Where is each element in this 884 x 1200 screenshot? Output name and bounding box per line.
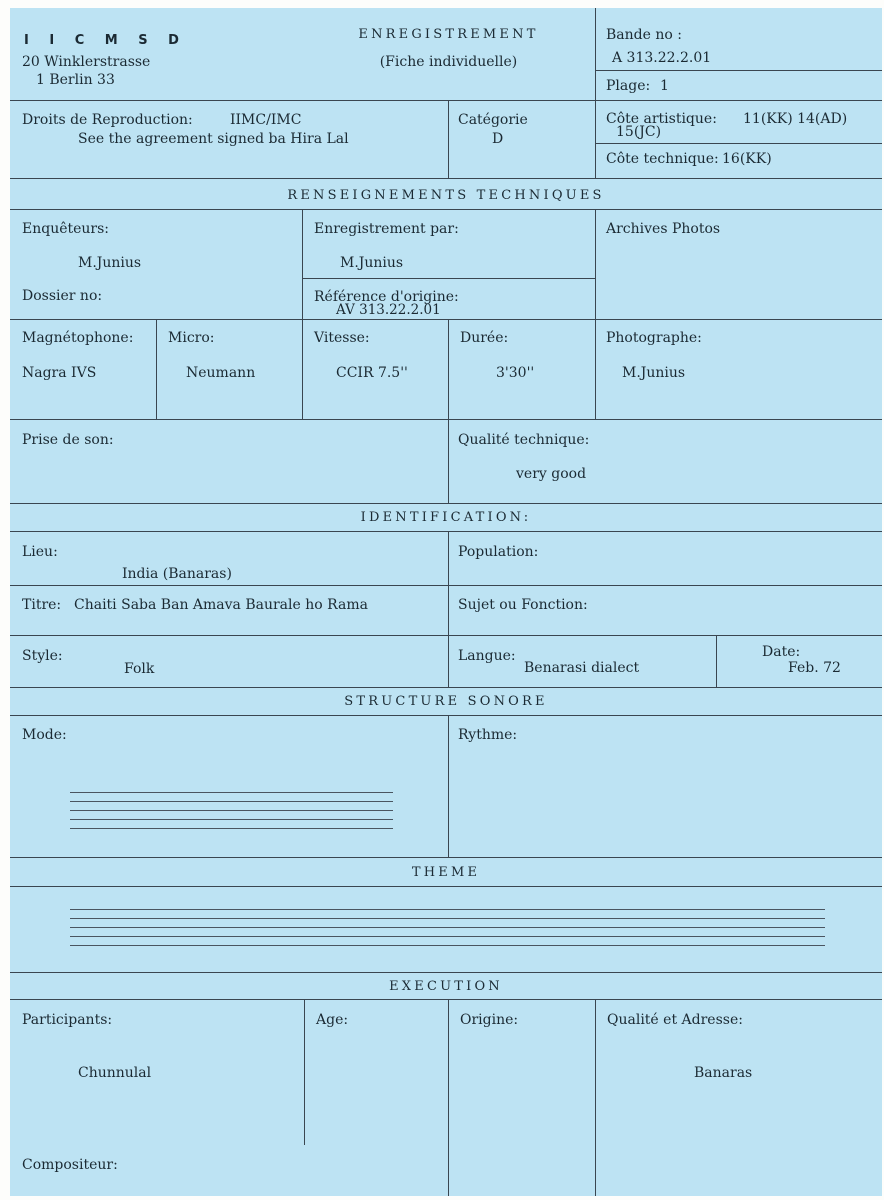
enregistrement-par-label: Enregistrement par:	[314, 221, 459, 237]
mode-staff-line	[70, 801, 393, 802]
bande-label: Bande no :	[606, 27, 682, 43]
divider	[304, 999, 305, 1145]
address-line-2: 1 Berlin 33	[36, 72, 115, 88]
theme-staff-line	[70, 945, 825, 946]
enqueteurs-value: M.Junius	[78, 255, 142, 271]
cote-artistique-value-2: 15(JC)	[616, 124, 662, 140]
date-label: Date:	[762, 644, 801, 660]
mode-staff-line	[70, 819, 393, 820]
micro-value: Neumann	[186, 365, 256, 381]
form-title: ENREGISTREMENT	[358, 27, 539, 42]
categorie-label: Catégorie	[458, 112, 528, 128]
address-line-1: 20 Winklerstrasse	[22, 54, 151, 70]
style-value: Folk	[124, 661, 155, 677]
divider	[448, 531, 449, 687]
mode-staff-line	[70, 792, 393, 793]
cote-technique-label: Côte technique:	[606, 151, 719, 167]
theme-staff-line	[70, 936, 825, 937]
divider	[448, 100, 449, 178]
divider	[302, 278, 595, 279]
participants-label: Participants:	[22, 1012, 113, 1028]
divider	[10, 635, 882, 636]
divider	[10, 857, 882, 858]
divider	[10, 209, 882, 210]
plage-label: Plage:	[606, 78, 651, 94]
rythme-label: Rythme:	[458, 727, 518, 743]
vitesse-value: CCIR 7.5''	[336, 365, 408, 381]
divider	[10, 100, 882, 101]
vitesse-label: Vitesse:	[314, 330, 370, 346]
langue-label: Langue:	[458, 648, 516, 664]
section-title-identification: IDENTIFICATION:	[360, 510, 532, 525]
photographe-value: M.Junius	[622, 365, 686, 381]
theme-staff-line	[70, 918, 825, 919]
mode-staff-line	[70, 828, 393, 829]
divider	[156, 319, 157, 419]
participants-value: Chunnulal	[78, 1065, 152, 1081]
divider	[595, 209, 596, 419]
divider	[10, 178, 882, 179]
duree-value: 3'30''	[496, 365, 535, 381]
divider	[595, 143, 882, 144]
titre-label: Titre:	[22, 597, 62, 613]
plage-value: 1	[660, 78, 669, 94]
bande-value: A 313.22.2.01	[612, 50, 712, 66]
divider	[448, 715, 449, 857]
divider	[716, 635, 717, 687]
divider	[10, 531, 882, 532]
divider	[10, 585, 882, 586]
micro-label: Micro:	[168, 330, 215, 346]
date-value: Feb. 72	[788, 660, 841, 676]
magnetophone-label: Magnétophone:	[22, 330, 134, 346]
origine-label: Origine:	[460, 1012, 519, 1028]
enregistrement-par-value: M.Junius	[340, 255, 404, 271]
section-title-structure: STRUCTURE SONORE	[344, 694, 548, 709]
divider	[302, 209, 303, 419]
dossier-label: Dossier no:	[22, 288, 103, 304]
form-subtitle: (Fiche individuelle)	[379, 54, 518, 70]
langue-value: Benarasi dialect	[524, 660, 640, 676]
cote-artistique-value: 11(KK) 14(AD)	[743, 111, 848, 127]
prise-de-son-label: Prise de son:	[22, 432, 114, 448]
age-label: Age:	[316, 1012, 349, 1028]
mode-staff-line	[70, 810, 393, 811]
rights-note: See the agreement signed ba Hira Lal	[78, 131, 349, 147]
titre-value: Chaiti Saba Ban Amava Baurale ho Rama	[74, 597, 368, 613]
divider	[10, 886, 882, 887]
reference-label: Référence d'origine:	[314, 289, 459, 305]
divider	[10, 972, 882, 973]
enqueteurs-label: Enquêteurs:	[22, 221, 110, 237]
divider	[595, 8, 596, 178]
org-name: I I C M S D	[24, 33, 187, 48]
divider	[595, 999, 596, 1196]
section-title-theme: THEME	[411, 865, 481, 880]
divider	[10, 999, 882, 1000]
divider	[10, 419, 882, 420]
divider	[595, 70, 882, 71]
sujet-label: Sujet ou Fonction:	[458, 597, 588, 613]
divider	[10, 687, 882, 688]
theme-staff-line	[70, 909, 825, 910]
magnetophone-value: Nagra IVS	[22, 365, 97, 381]
mode-label: Mode:	[22, 727, 67, 743]
lieu-value: India (Banaras)	[122, 566, 232, 582]
qualite-adresse-label: Qualité et Adresse:	[607, 1012, 743, 1028]
categorie-value: D	[492, 131, 504, 147]
divider	[448, 999, 449, 1196]
reference-value: AV 313.22.2.01	[336, 302, 441, 318]
cote-technique-value: 16(KK)	[722, 151, 772, 167]
population-label: Population:	[458, 544, 539, 560]
rights-label: Droits de Reproduction:	[22, 112, 193, 128]
section-title-technical: RENSEIGNEMENTS TECHNIQUES	[287, 188, 605, 203]
archives-label: Archives Photos	[606, 221, 721, 237]
compositeur-label: Compositeur:	[22, 1157, 118, 1173]
theme-staff-line	[70, 927, 825, 928]
divider	[10, 503, 882, 504]
qualite-adresse-value: Banaras	[694, 1065, 753, 1081]
divider	[10, 715, 882, 716]
section-title-execution: EXECUTION	[389, 979, 503, 994]
cote-artistique-label: Côte artistique:	[606, 111, 717, 127]
rights-value: IIMC/IMC	[230, 112, 302, 128]
qualite-technique-label: Qualité technique:	[458, 432, 590, 448]
qualite-technique-value: very good	[516, 466, 587, 482]
style-label: Style:	[22, 648, 63, 664]
duree-label: Durée:	[460, 330, 509, 346]
record-sheet	[10, 8, 882, 1196]
lieu-label: Lieu:	[22, 544, 58, 560]
photographe-label: Photographe:	[606, 330, 702, 346]
divider	[448, 319, 449, 503]
divider	[10, 319, 882, 320]
